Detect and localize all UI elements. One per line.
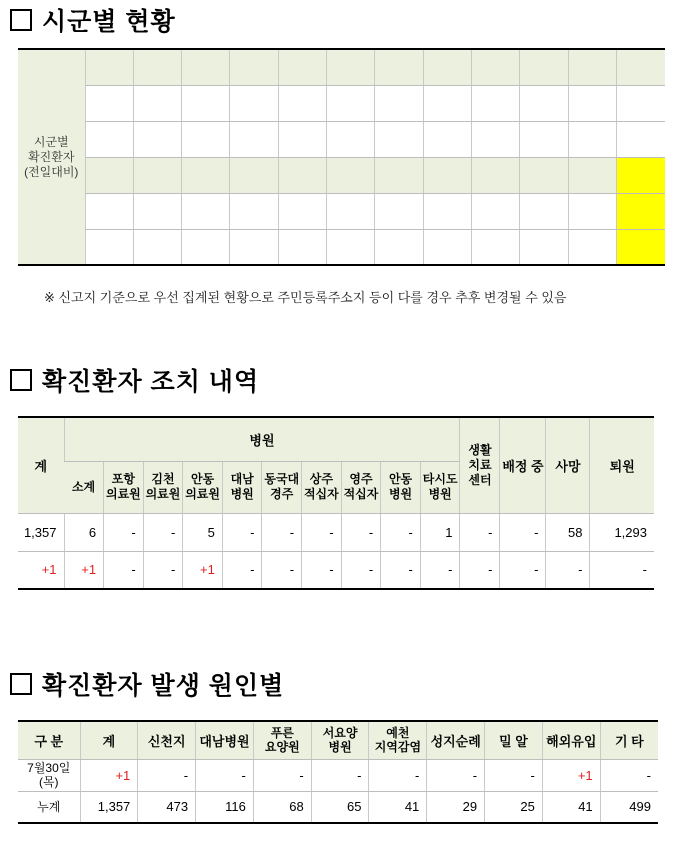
section-title-cause bbox=[10, 664, 284, 704]
cell: 1,293 bbox=[590, 513, 654, 551]
cell: +1 bbox=[542, 759, 600, 791]
t3-data-row1 bbox=[18, 759, 658, 791]
cell: - bbox=[222, 551, 262, 589]
region-header bbox=[133, 157, 181, 193]
t3-data-row2 bbox=[18, 791, 658, 823]
cell bbox=[617, 121, 665, 157]
cell bbox=[423, 193, 471, 229]
t1-row-h1 bbox=[18, 49, 665, 85]
checkbox-square-icon bbox=[10, 9, 32, 31]
cell: 68 bbox=[253, 791, 311, 823]
cell: 5 bbox=[183, 513, 223, 551]
cell bbox=[182, 193, 230, 229]
cell bbox=[520, 193, 568, 229]
region-header bbox=[327, 49, 375, 85]
cell: - bbox=[381, 513, 421, 551]
cell bbox=[520, 121, 568, 157]
cell bbox=[472, 229, 520, 265]
cell bbox=[278, 229, 326, 265]
hospital-header: 병원 bbox=[64, 417, 460, 461]
hospital-sub-header: 안동 병원 bbox=[381, 461, 421, 513]
hospital-sub-header: 소계 bbox=[64, 461, 104, 513]
checkbox-square-icon bbox=[10, 673, 32, 695]
hospital-sub-header: 안동 의료원 bbox=[183, 461, 223, 513]
region-header bbox=[278, 49, 326, 85]
checkbox-square-icon bbox=[10, 369, 32, 391]
cell bbox=[327, 193, 375, 229]
cell: - bbox=[460, 551, 500, 589]
cell: 1 bbox=[420, 513, 460, 551]
cell bbox=[85, 193, 133, 229]
t1-row-d2 bbox=[18, 229, 665, 265]
hospital-sub-header: 김천 의료원 bbox=[143, 461, 183, 513]
cell: 499 bbox=[600, 791, 658, 823]
cell bbox=[278, 85, 326, 121]
section-title-text: 확진환자 발생 원인별 bbox=[42, 672, 285, 700]
death-header: 사망 bbox=[546, 417, 590, 513]
cell bbox=[375, 193, 423, 229]
cell: - bbox=[590, 551, 654, 589]
cause-header: 예천 지역감염 bbox=[369, 721, 427, 759]
t1-row-d1 bbox=[18, 121, 665, 157]
cell: - bbox=[143, 551, 183, 589]
cell bbox=[133, 85, 181, 121]
cell: - bbox=[500, 551, 546, 589]
cell: 25 bbox=[485, 791, 543, 823]
cell bbox=[278, 121, 326, 157]
cell bbox=[182, 229, 230, 265]
cell bbox=[230, 229, 278, 265]
cause-header: 성지순례 bbox=[427, 721, 485, 759]
cell: 41 bbox=[542, 791, 600, 823]
cell bbox=[182, 121, 230, 157]
patient-action-table bbox=[18, 416, 654, 590]
cell: - bbox=[253, 759, 311, 791]
row-label: 누계 bbox=[18, 791, 80, 823]
cell bbox=[617, 85, 665, 121]
region-header bbox=[568, 49, 616, 85]
cell: 6 bbox=[64, 513, 104, 551]
hospital-sub-header: 상주 적십자 bbox=[302, 461, 342, 513]
cell: - bbox=[600, 759, 658, 791]
region-header bbox=[278, 157, 326, 193]
cell bbox=[133, 229, 181, 265]
discharge-header: 퇴원 bbox=[590, 417, 654, 513]
t2-data-row2 bbox=[18, 551, 654, 589]
cell bbox=[568, 121, 616, 157]
region-header bbox=[472, 157, 520, 193]
region-header bbox=[472, 49, 520, 85]
cell bbox=[133, 193, 181, 229]
cell: +1 bbox=[18, 551, 64, 589]
cell: - bbox=[262, 551, 302, 589]
region-header bbox=[520, 157, 568, 193]
cell bbox=[520, 229, 568, 265]
region-header bbox=[85, 157, 133, 193]
section-title-city bbox=[10, 0, 176, 40]
cause-header: 대남병원 bbox=[196, 721, 254, 759]
footnote: ※ 신고지 기준으로 우선 집계된 현황으로 주민등록주소지 등이 다를 경우 추후 변경될 수 있음 bbox=[44, 290, 567, 305]
region-header bbox=[230, 49, 278, 85]
cell bbox=[568, 193, 616, 229]
region-header bbox=[182, 157, 230, 193]
region-header bbox=[423, 157, 471, 193]
region-header bbox=[423, 49, 471, 85]
cell bbox=[472, 121, 520, 157]
region-header bbox=[133, 49, 181, 85]
cell: - bbox=[381, 551, 421, 589]
cell: - bbox=[104, 551, 144, 589]
t2-data-row1 bbox=[18, 513, 654, 551]
cell: 65 bbox=[311, 791, 369, 823]
hospital-sub-header: 동국대 경주 bbox=[262, 461, 302, 513]
cell: - bbox=[196, 759, 254, 791]
cell bbox=[375, 121, 423, 157]
cell bbox=[617, 193, 665, 229]
section-title-text: 확진환자 조치 내역 bbox=[42, 368, 260, 396]
cell: 1,357 bbox=[80, 791, 138, 823]
cell bbox=[230, 85, 278, 121]
t1-row-h2 bbox=[18, 157, 665, 193]
region-header bbox=[568, 157, 616, 193]
cause-header: 밀 알 bbox=[485, 721, 543, 759]
cell bbox=[85, 121, 133, 157]
cell: - bbox=[104, 513, 144, 551]
hospital-sub-header: 타시도 병원 bbox=[420, 461, 460, 513]
cell bbox=[182, 85, 230, 121]
infection-cause-table bbox=[18, 720, 658, 824]
region-header bbox=[327, 157, 375, 193]
region-header bbox=[182, 49, 230, 85]
region-header bbox=[375, 157, 423, 193]
hospital-sub-header: 대남 병원 bbox=[222, 461, 262, 513]
row-label: 7월30일 (목) bbox=[18, 759, 80, 791]
cause-header: 구 분 bbox=[18, 721, 80, 759]
cell bbox=[375, 85, 423, 121]
cell: - bbox=[143, 513, 183, 551]
cell: - bbox=[341, 551, 381, 589]
cell bbox=[617, 229, 665, 265]
cell: 29 bbox=[427, 791, 485, 823]
hospital-sub-header: 포항 의료원 bbox=[104, 461, 144, 513]
cell: - bbox=[222, 513, 262, 551]
cause-header: 해외유입 bbox=[542, 721, 600, 759]
region-header bbox=[520, 49, 568, 85]
cell: +1 bbox=[183, 551, 223, 589]
city-status-table bbox=[18, 48, 665, 266]
region-header bbox=[85, 49, 133, 85]
cell bbox=[230, 193, 278, 229]
center-header: 생활 치료 센터 bbox=[460, 417, 500, 513]
cell bbox=[85, 229, 133, 265]
cell bbox=[327, 121, 375, 157]
region-header bbox=[375, 49, 423, 85]
side-label: 시군별 확진환자 (전일대비) bbox=[18, 49, 85, 265]
cell bbox=[472, 85, 520, 121]
cell bbox=[230, 121, 278, 157]
region-header bbox=[617, 49, 665, 85]
cell bbox=[327, 229, 375, 265]
hospital-sub-header: 영주 적십자 bbox=[341, 461, 381, 513]
cell bbox=[520, 85, 568, 121]
cell: - bbox=[262, 513, 302, 551]
cell bbox=[568, 85, 616, 121]
cell: 41 bbox=[369, 791, 427, 823]
cell: - bbox=[302, 513, 342, 551]
cell: +1 bbox=[64, 551, 104, 589]
cell bbox=[133, 121, 181, 157]
cause-header: 계 bbox=[80, 721, 138, 759]
cell: 1,357 bbox=[18, 513, 64, 551]
t1-row-v1 bbox=[18, 85, 665, 121]
cell bbox=[85, 85, 133, 121]
cause-header: 신천지 bbox=[138, 721, 196, 759]
cell: - bbox=[546, 551, 590, 589]
cell: - bbox=[341, 513, 381, 551]
total-header: 계 bbox=[18, 417, 64, 513]
cell: - bbox=[460, 513, 500, 551]
cell bbox=[423, 121, 471, 157]
cell: 58 bbox=[546, 513, 590, 551]
cell bbox=[327, 85, 375, 121]
cell: - bbox=[311, 759, 369, 791]
section-title-text: 시군별 현황 bbox=[42, 8, 176, 36]
cell bbox=[568, 229, 616, 265]
cell: +1 bbox=[80, 759, 138, 791]
cell: 116 bbox=[196, 791, 254, 823]
cause-header: 기 타 bbox=[600, 721, 658, 759]
cause-header: 서요양 병원 bbox=[311, 721, 369, 759]
cell bbox=[472, 193, 520, 229]
cell: - bbox=[485, 759, 543, 791]
t3-header-row bbox=[18, 721, 658, 759]
cell: - bbox=[427, 759, 485, 791]
region-header bbox=[230, 157, 278, 193]
t2-header-row1 bbox=[18, 417, 654, 461]
cell: - bbox=[500, 513, 546, 551]
cell bbox=[423, 85, 471, 121]
cell bbox=[278, 193, 326, 229]
region-header bbox=[617, 157, 665, 193]
cause-header: 푸른 요양원 bbox=[253, 721, 311, 759]
cell: 473 bbox=[138, 791, 196, 823]
assign-header: 배정 중 bbox=[500, 417, 546, 513]
cell: - bbox=[420, 551, 460, 589]
cell bbox=[375, 229, 423, 265]
t1-row-v2 bbox=[18, 193, 665, 229]
cell: - bbox=[369, 759, 427, 791]
cell: - bbox=[302, 551, 342, 589]
section-title-action bbox=[10, 360, 259, 400]
cell bbox=[423, 229, 471, 265]
cell: - bbox=[138, 759, 196, 791]
